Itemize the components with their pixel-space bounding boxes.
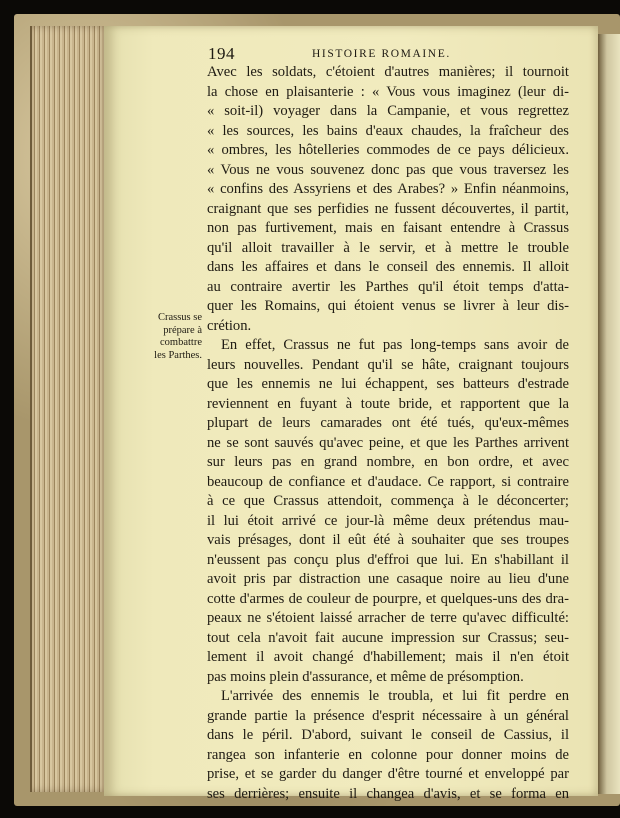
paragraph-start-line: En effet, Crassus ne fut pas long-temps sans avoir de	[221, 337, 569, 353]
text-line: plupart de leurs camarades ont été tués, qu'eux-mêmes	[207, 415, 569, 431]
margin-note-line: Crassus se	[157, 312, 202, 323]
text-line: que les ennemis ne lui échappent, ses batteurs d'estrade	[207, 376, 569, 392]
margin-note-line: combattre	[160, 337, 202, 348]
text-line: n'eussent pas conçu plus d'effroi que lui. En s'habillant il	[207, 551, 569, 568]
text-line: non pas furtivement, mais en faisant entendre à Crassus	[207, 220, 569, 236]
text-line: prise, et se garder du danger d'être tourné et enveloppé par	[207, 766, 569, 782]
text-line: sur leurs pas en grand nombre, en bon ordre, et avec	[207, 454, 569, 470]
margin-note-line: les Parthes.	[154, 349, 202, 361]
text-line: beaucoup de confiance et d'audace. Ce rapport, si contraire	[207, 473, 569, 490]
text-line: à ce que Crassus attendoit, commença à le déconcerter;	[207, 493, 569, 509]
margin-note	[132, 312, 202, 362]
text-line: crétion.	[207, 317, 252, 334]
text-line: ses derrières; ensuite il changea d'avis, et se forma en	[207, 785, 569, 802]
text-line: au contraire avertir les Parthes qu'il étoit temps d'atta-	[207, 278, 569, 295]
text-line: il lui étoit arrivé ce jour-là même deux prétendus mau-	[207, 512, 569, 529]
text-line: « soit-il) voyager dans la Campanie, et vous regrettez	[207, 103, 569, 119]
page-edges	[30, 26, 110, 792]
body-text	[207, 63, 569, 804]
text-line: « confins des Assyriens et des Arabes? » Enfin néanmoins,	[207, 181, 569, 197]
running-title: HISTOIRE ROMAINE.	[312, 48, 451, 60]
text-line: reviennent en fuyant à toute bride, et rapportent que la	[207, 395, 569, 412]
text-line: avoit pris par distraction une casaque noire au lieu d'une	[207, 571, 569, 587]
text-line: « Vous ne vous souvenez donc pas que vous traversez les	[207, 161, 569, 178]
text-line: rangea son infanterie en colonne pour donner moins de	[207, 746, 569, 763]
page-number: 194	[208, 44, 235, 63]
text-line: cotte d'armes de couleur de pourpre, et quelques-uns des dra-	[207, 590, 569, 607]
text-line: la chose en plaisanterie : « Vous vous imaginez (leur di-	[207, 83, 569, 100]
page-header	[208, 44, 572, 64]
facing-page-edge	[598, 34, 620, 794]
text-line: vais présages, dont il eût été à souhaiter que ses troupes	[207, 532, 569, 548]
margin-note-line: prépare à	[163, 324, 202, 336]
text-line: tout cela n'avoit fait aucune impression sur Crassus; seu-	[207, 629, 569, 646]
text-line: craignant que ses perfidies ne fussent découvertes, il partit,	[207, 200, 569, 217]
text-line: « ombres, les hôtelleries commodes de ce pays délicieux.	[207, 142, 569, 158]
text-line: lement il avoit changé d'habillement; mais il n'en étoit	[207, 649, 569, 665]
text-line: « les sources, les bains d'eaux chaudes, la fraîcheur des	[207, 122, 569, 139]
text-line: dans les affaires et dans le conseil des ennemis. Il alloit	[207, 259, 569, 275]
paragraph-start-line: L'arrivée des ennemis le troubla, et lui fit perdre en	[221, 688, 569, 704]
text-line: leurs nouvelles. Pendant qu'il se hâte, craignant toujours	[207, 356, 569, 373]
text-line: ne se sont sauvés qu'avec peine, et que les Parthes arrivent	[207, 434, 569, 451]
text-line: quer les Romains, qui étoient venus se livrer à leur dis-	[207, 298, 569, 314]
text-line: dans le péril. D'abord, suivant le conseil de Cassius, il	[207, 727, 569, 743]
text-line: grande partie la présence d'esprit nécessaire à un général	[207, 707, 569, 724]
text-line: qu'il alloit travailler à le servir, et à mettre le trouble	[207, 239, 569, 256]
text-line: Avec les soldats, c'étoient d'autres manières; il tournoit	[207, 64, 569, 80]
text-line: peaux ne s'étoient laissé arracher de terre qu'avec difficulté:	[207, 610, 569, 626]
text-line: pas moins plein d'assurance, et même de présomption.	[207, 668, 524, 685]
